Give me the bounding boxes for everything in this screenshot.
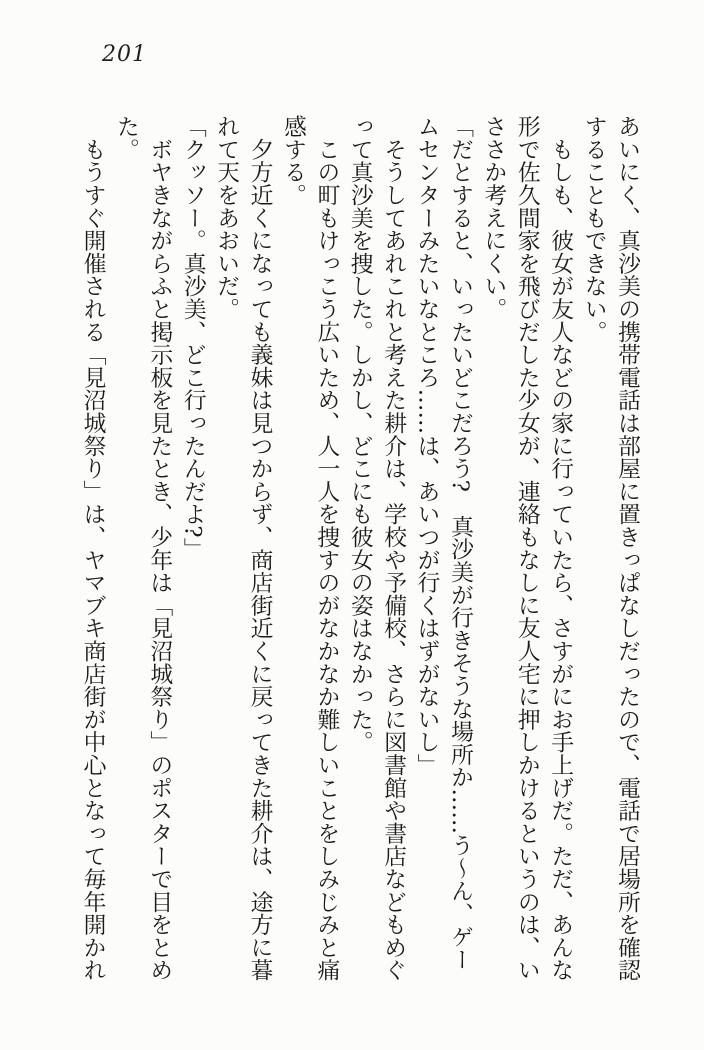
text-line: もしも、彼女が友人などの家に行っていたら、さすがにお手上げだ。ただ、あんな — [547, 115, 574, 982]
text-line: もうすぐ開催される「見沼城祭り」は、ヤマブキ商店街が中心となって毎年開かれ — [79, 115, 106, 982]
page-number: 201 — [102, 42, 147, 67]
text-line: そうしてあれこれと考えた耕介は、学校や予備校、さらに図書館や書店などもめぐ — [380, 115, 407, 982]
text-line: 夕方近くになっても義妹は見つからず、商店街近くに戻ってきた耕介は、途方に暮 — [246, 115, 273, 982]
text-line: ムセンターみたいなところ……は、あいつが行くはずがないし」 — [413, 115, 440, 777]
text-line: れて天をあおいだ。 — [213, 115, 240, 321]
text-line: って真沙美を捜した。しかし、どこにも彼女の姿はなかった。 — [346, 115, 373, 754]
text-line: 感する。 — [279, 115, 306, 207]
text-line: ささか考えにくい。 — [480, 115, 507, 321]
text-line: ボヤきながらふと掲示板を見たとき、少年は「見沼城祭り」のポスターで目をとめ — [146, 115, 173, 982]
text-line: することもできない。 — [580, 115, 607, 343]
text-line: この町もけっこう広いため、人一人を捜すのがなかなか難しいことをしみじみと痛 — [313, 115, 340, 982]
text-line: た。 — [112, 115, 139, 161]
text-block — [75, 115, 643, 985]
text-line: 形で佐久間家を飛びだした少女が、連絡もなしに友人宅に押しかけるというのは、い — [513, 115, 540, 982]
text-line: 「だとすると、いったいどこだろう? 真沙美が行きそうな場所か……う～ん、ゲー — [446, 115, 473, 971]
text-line: あいにく、真沙美の携帯電話は部屋に置きっぱなしだったので、電話で居場所を確認 — [614, 115, 640, 982]
text-line: 「クッソー。真沙美、どこ行ったんだよ?」 — [179, 115, 206, 561]
